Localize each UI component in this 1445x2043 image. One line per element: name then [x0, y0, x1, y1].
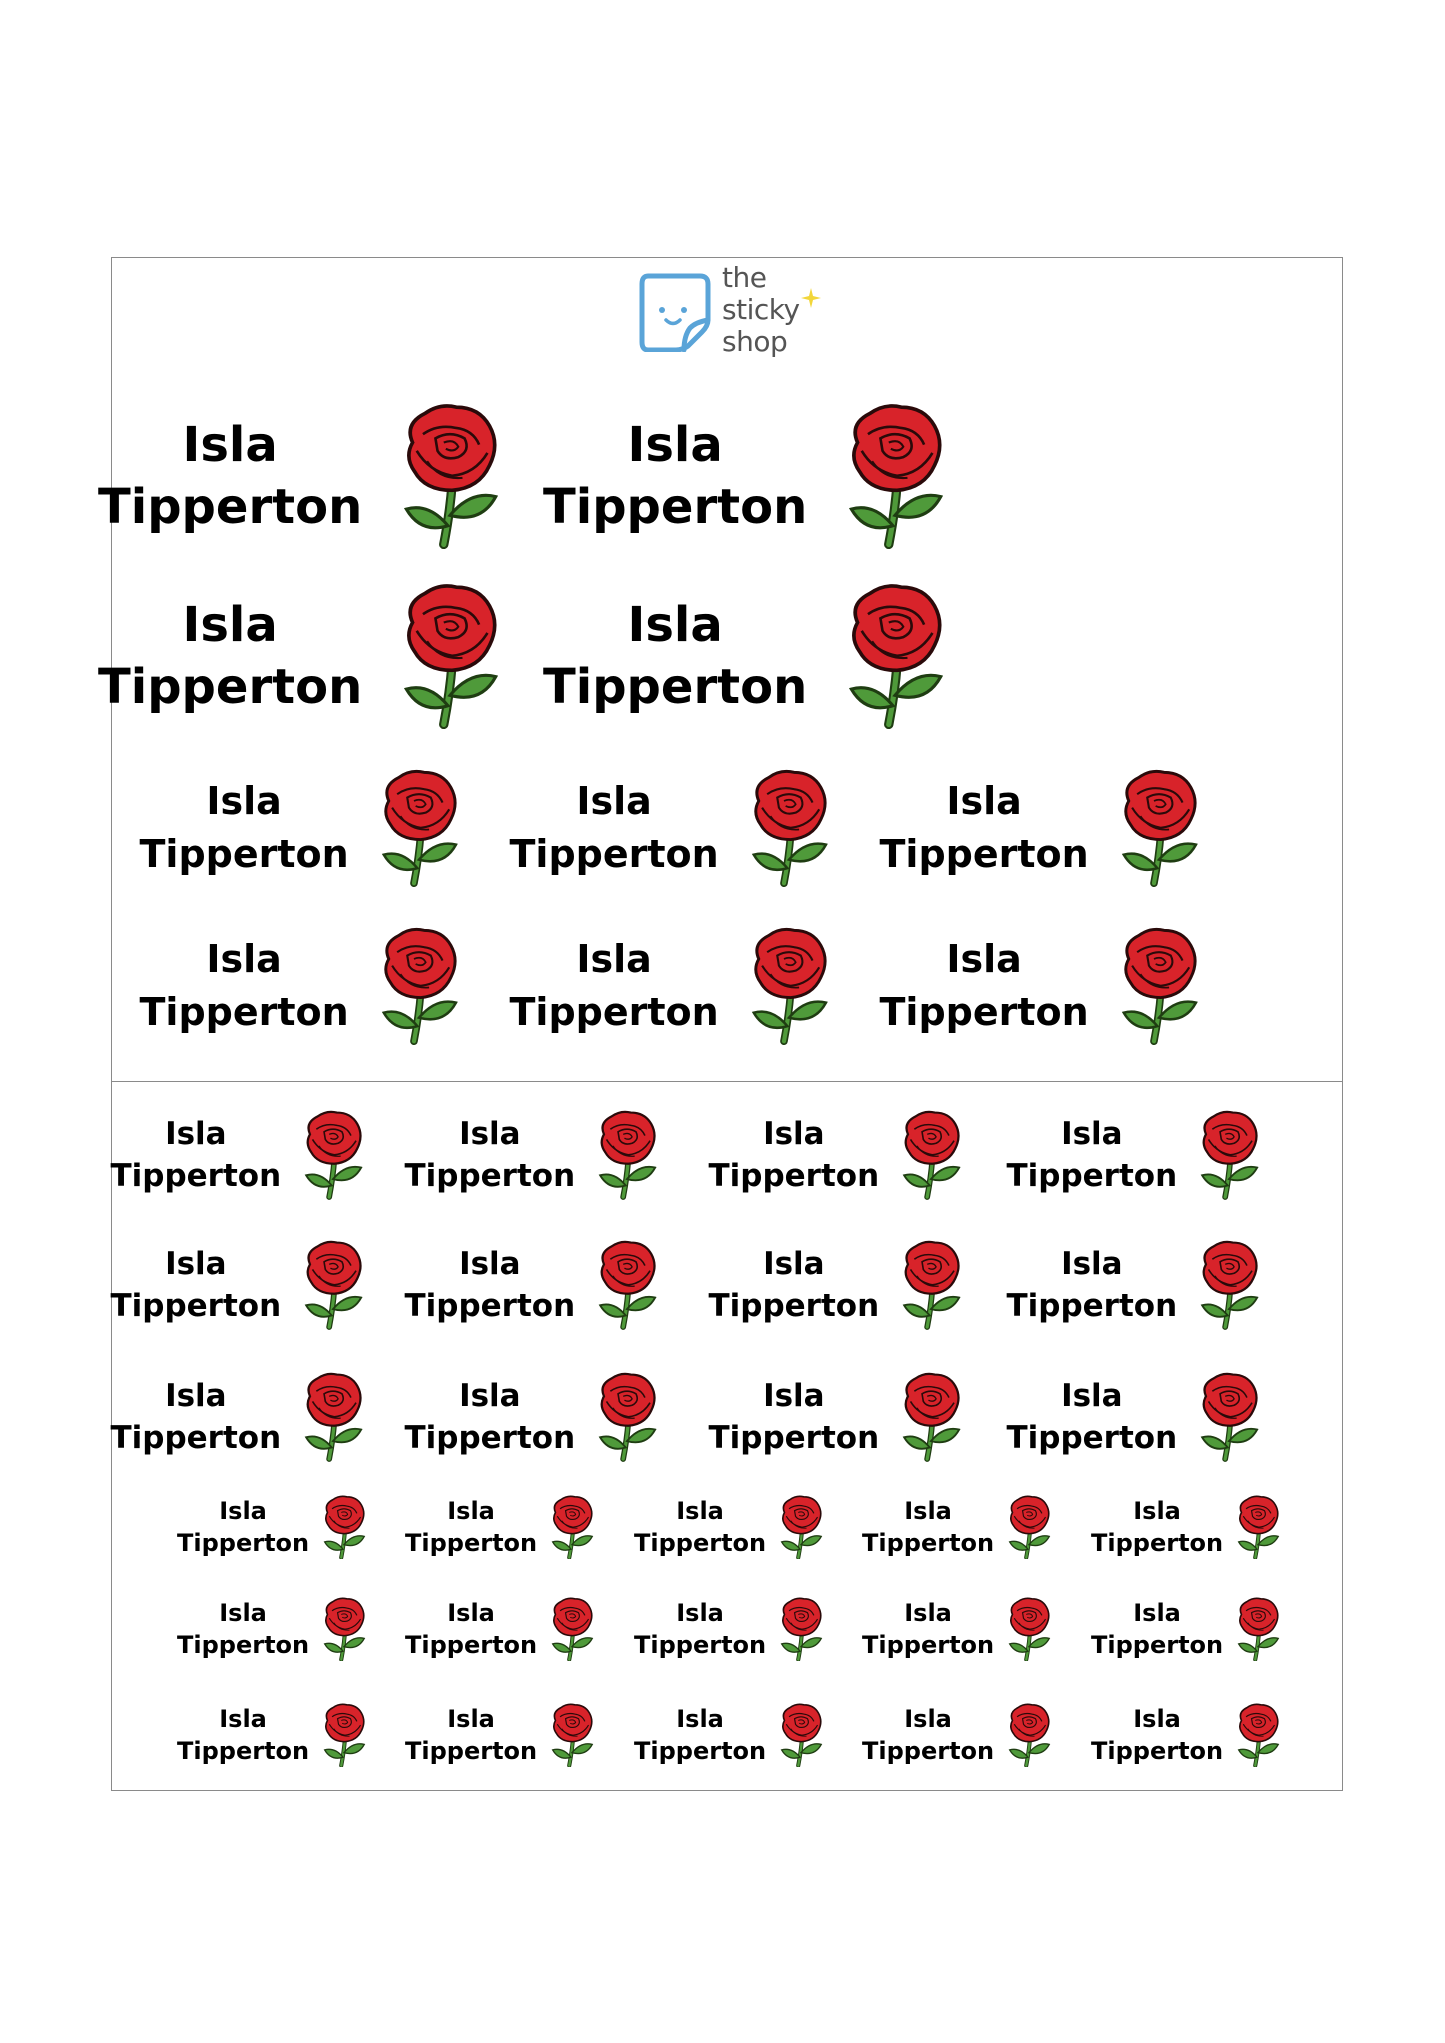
name-sticker [98, 403, 502, 549]
first-name: Isla [904, 1705, 952, 1734]
red-rose-icon [778, 1703, 824, 1767]
last-name: Tipperton [405, 1737, 538, 1766]
last-name: Tipperton [708, 1419, 880, 1456]
first-name: Isla [763, 1377, 825, 1414]
name-sticker [98, 583, 502, 729]
sticker-name [862, 1703, 994, 1767]
red-rose-icon [549, 1495, 595, 1559]
first-name: Isla [627, 416, 723, 473]
red-rose-icon [301, 1110, 365, 1200]
name-sticker [634, 1703, 824, 1767]
name-sticker [405, 1240, 660, 1330]
red-rose-icon [549, 1703, 595, 1767]
sticker-name [111, 1243, 282, 1327]
sticker-name [405, 1113, 576, 1197]
name-sticker [1091, 1495, 1281, 1559]
first-name: Isla [676, 1705, 724, 1734]
red-rose-icon [1235, 1703, 1281, 1767]
first-name: Isla [165, 1245, 227, 1282]
last-name: Tipperton [139, 831, 349, 876]
first-name: Isla [459, 1377, 521, 1414]
last-name: Tipperton [862, 1737, 995, 1766]
sticker-name [177, 1703, 309, 1767]
sticker-name [634, 1597, 766, 1661]
last-name: Tipperton [110, 1157, 282, 1194]
red-rose-icon [595, 1110, 659, 1200]
sticker-name [862, 1597, 994, 1661]
last-name: Tipperton [404, 1157, 576, 1194]
sticker-name [98, 594, 362, 718]
first-name: Isla [447, 1705, 495, 1734]
first-name: Isla [206, 778, 282, 823]
last-name: Tipperton [509, 989, 719, 1034]
sticker-name [510, 775, 719, 881]
red-rose-icon [1117, 769, 1201, 887]
smiling-sticky-note-icon [638, 272, 712, 352]
red-rose-icon [1197, 1372, 1261, 1462]
sheet-divider [111, 1081, 1343, 1082]
red-rose-icon [1235, 1495, 1281, 1559]
name-sticker [177, 1597, 367, 1661]
red-rose-icon [747, 927, 831, 1045]
name-sticker [111, 1240, 366, 1330]
first-name: Isla [206, 936, 282, 981]
sticker-name [634, 1495, 766, 1559]
name-sticker [111, 1372, 366, 1462]
last-name: Tipperton [404, 1419, 576, 1456]
first-name: Isla [219, 1705, 267, 1734]
first-name: Isla [676, 1599, 724, 1628]
name-sticker [510, 927, 831, 1045]
red-rose-icon [321, 1495, 367, 1559]
first-name: Isla [946, 778, 1022, 823]
sticker-name [177, 1495, 309, 1559]
name-sticker [405, 1495, 595, 1559]
last-name: Tipperton [708, 1287, 880, 1324]
sticker-name [510, 933, 719, 1039]
name-sticker [1007, 1240, 1262, 1330]
first-name: Isla [459, 1115, 521, 1152]
sparkle-icon [801, 288, 821, 308]
red-rose-icon [321, 1597, 367, 1661]
name-sticker [1007, 1372, 1262, 1462]
red-rose-icon [1006, 1597, 1052, 1661]
red-rose-icon [595, 1372, 659, 1462]
last-name: Tipperton [1006, 1287, 1178, 1324]
first-name: Isla [1061, 1377, 1123, 1414]
red-rose-icon [595, 1240, 659, 1330]
red-rose-icon [1235, 1597, 1281, 1661]
first-name: Isla [1061, 1245, 1123, 1282]
last-name: Tipperton [1006, 1419, 1178, 1456]
red-rose-icon [1006, 1495, 1052, 1559]
sticker-name [1091, 1703, 1223, 1767]
last-name: Tipperton [634, 1631, 767, 1660]
last-name: Tipperton [879, 831, 1089, 876]
logo-wordmark [722, 262, 818, 358]
last-name: Tipperton [634, 1529, 767, 1558]
name-sticker [405, 1597, 595, 1661]
name-sticker [880, 927, 1201, 1045]
red-rose-icon [377, 769, 461, 887]
red-rose-icon [899, 1110, 963, 1200]
sticker-name [880, 775, 1089, 881]
name-sticker [1091, 1703, 1281, 1767]
red-rose-icon [778, 1495, 824, 1559]
last-name: Tipperton [177, 1631, 310, 1660]
last-name: Tipperton [509, 831, 719, 876]
red-rose-icon [1117, 927, 1201, 1045]
sticker-name [140, 933, 349, 1039]
sticker-name [543, 594, 807, 718]
name-sticker [405, 1703, 595, 1767]
last-name: Tipperton [1091, 1631, 1224, 1660]
first-name: Isla [1133, 1705, 1181, 1734]
red-rose-icon [321, 1703, 367, 1767]
last-name: Tipperton [405, 1529, 538, 1558]
sticker-name [405, 1495, 537, 1559]
name-sticker [140, 769, 461, 887]
red-rose-icon [549, 1597, 595, 1661]
first-name: Isla [763, 1245, 825, 1282]
red-rose-icon [377, 927, 461, 1045]
sticker-name [177, 1597, 309, 1661]
first-name: Isla [904, 1599, 952, 1628]
first-name: Isla [576, 936, 652, 981]
last-name: Tipperton [139, 989, 349, 1034]
name-sticker [405, 1110, 660, 1200]
red-rose-icon [843, 583, 947, 729]
sticker-name [543, 414, 807, 538]
last-name: Tipperton [634, 1737, 767, 1766]
red-rose-icon [301, 1372, 365, 1462]
last-name: Tipperton [1091, 1529, 1224, 1558]
red-rose-icon [1197, 1240, 1261, 1330]
last-name: Tipperton [708, 1157, 880, 1194]
first-name: Isla [1133, 1599, 1181, 1628]
sticker-name [1007, 1113, 1178, 1197]
last-name: Tipperton [177, 1737, 310, 1766]
name-sticker [1007, 1110, 1262, 1200]
sticker-name [405, 1703, 537, 1767]
sticker-name [709, 1243, 880, 1327]
the-sticky-shop-logo [638, 262, 818, 362]
logo-line-2: sticky [722, 293, 800, 326]
sticker-name [405, 1243, 576, 1327]
red-rose-icon [778, 1597, 824, 1661]
first-name: Isla [447, 1497, 495, 1526]
last-name: Tipperton [404, 1287, 576, 1324]
name-sticker [862, 1495, 1052, 1559]
name-sticker [510, 769, 831, 887]
name-sticker [140, 927, 461, 1045]
red-rose-icon [1197, 1110, 1261, 1200]
sticker-name [862, 1495, 994, 1559]
red-rose-icon [899, 1240, 963, 1330]
red-rose-icon [398, 583, 502, 729]
name-sticker [862, 1703, 1052, 1767]
last-name: Tipperton [110, 1287, 282, 1324]
last-name: Tipperton [862, 1631, 995, 1660]
sticker-name [111, 1375, 282, 1459]
name-sticker [177, 1495, 367, 1559]
name-sticker [709, 1240, 964, 1330]
name-sticker [880, 769, 1201, 887]
sticker-name [98, 414, 362, 538]
first-name: Isla [946, 936, 1022, 981]
sticker-name [405, 1597, 537, 1661]
first-name: Isla [1133, 1497, 1181, 1526]
name-sticker [543, 403, 947, 549]
name-sticker [1091, 1597, 1281, 1661]
last-name: Tipperton [862, 1529, 995, 1558]
first-name: Isla [763, 1115, 825, 1152]
sticker-name [405, 1375, 576, 1459]
last-name: Tipperton [879, 989, 1089, 1034]
sticker-name [1091, 1597, 1223, 1661]
name-sticker [111, 1110, 366, 1200]
sticker-name [140, 775, 349, 881]
red-rose-icon [843, 403, 947, 549]
red-rose-icon [301, 1240, 365, 1330]
last-name: Tipperton [405, 1631, 538, 1660]
name-sticker [709, 1110, 964, 1200]
sticker-name [880, 933, 1089, 1039]
first-name: Isla [1061, 1115, 1123, 1152]
first-name: Isla [459, 1245, 521, 1282]
red-rose-icon [398, 403, 502, 549]
sticker-name [1007, 1243, 1178, 1327]
last-name: Tipperton [1006, 1157, 1178, 1194]
name-sticker [634, 1597, 824, 1661]
first-name: Isla [165, 1115, 227, 1152]
first-name: Isla [904, 1497, 952, 1526]
sticker-name [634, 1703, 766, 1767]
sticker-name [709, 1375, 880, 1459]
last-name: Tipperton [98, 478, 363, 535]
last-name: Tipperton [543, 658, 808, 715]
first-name: Isla [219, 1497, 267, 1526]
last-name: Tipperton [110, 1419, 282, 1456]
name-sticker [634, 1495, 824, 1559]
first-name: Isla [447, 1599, 495, 1628]
name-sticker [177, 1703, 367, 1767]
red-rose-icon [899, 1372, 963, 1462]
name-sticker [405, 1372, 660, 1462]
last-name: Tipperton [98, 658, 363, 715]
first-name: Isla [627, 596, 723, 653]
first-name: Isla [576, 778, 652, 823]
red-rose-icon [747, 769, 831, 887]
first-name: Isla [165, 1377, 227, 1414]
name-sticker [862, 1597, 1052, 1661]
name-sticker [543, 583, 947, 729]
first-name: Isla [182, 596, 278, 653]
red-rose-icon [1006, 1703, 1052, 1767]
first-name: Isla [182, 416, 278, 473]
last-name: Tipperton [543, 478, 808, 535]
sticker-name [709, 1113, 880, 1197]
last-name: Tipperton [1091, 1737, 1224, 1766]
first-name: Isla [219, 1599, 267, 1628]
name-sticker [709, 1372, 964, 1462]
sticker-name [1091, 1495, 1223, 1559]
sticker-name [1007, 1375, 1178, 1459]
sticker-name [111, 1113, 282, 1197]
last-name: Tipperton [177, 1529, 310, 1558]
logo-line-1: the [722, 261, 767, 294]
logo-line-3: shop [722, 325, 788, 358]
first-name: Isla [676, 1497, 724, 1526]
